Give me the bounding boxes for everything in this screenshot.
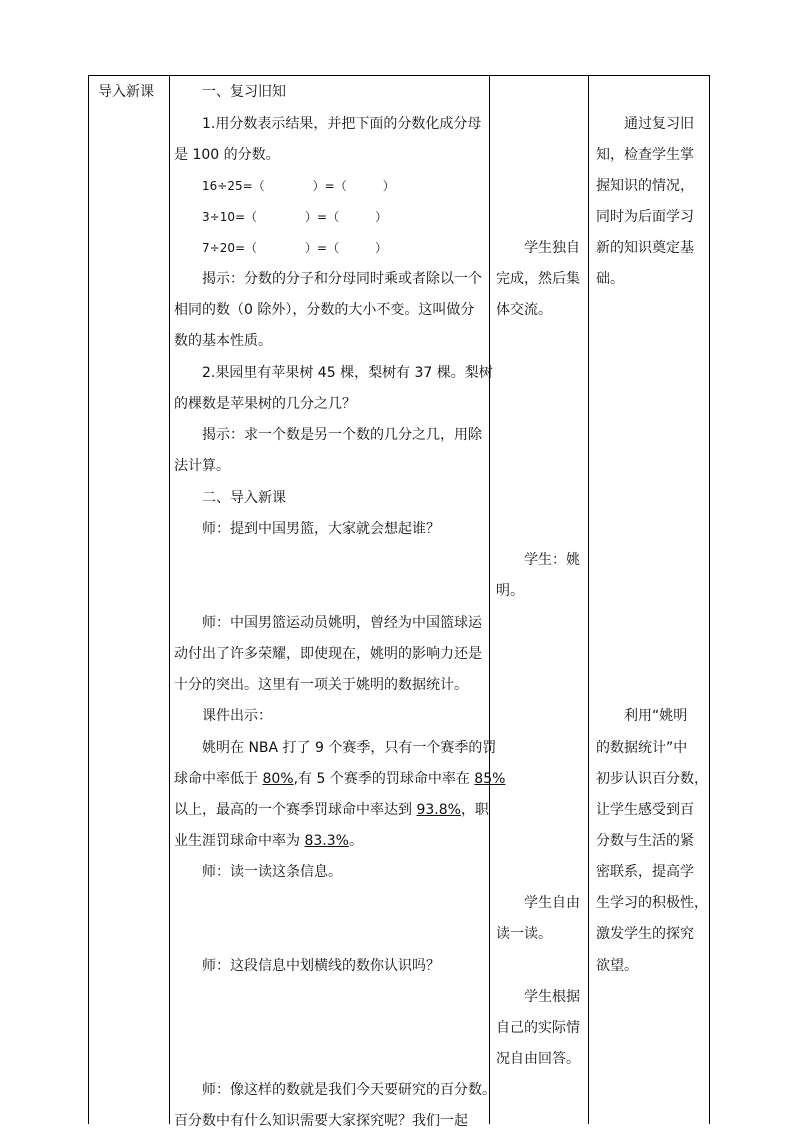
- text-line: 揭示：求一个数是另一个数的几分之几，用除: [202, 427, 482, 443]
- teacher-line: 师：中国男篮运动员姚明，曾经为中国篮球运: [202, 615, 482, 631]
- student-note: 自己的实际情: [496, 1020, 580, 1036]
- underlined-number: 80%: [262, 771, 294, 787]
- text-line: 相同的数（0 除外），分数的大小不变。这叫做分: [174, 302, 475, 318]
- column-divider: [588, 76, 589, 1124]
- student-note: 完成，然后集: [496, 271, 580, 287]
- text-line: 业生涯罚球命中率为 83.3%。: [174, 833, 363, 849]
- text-line: 球命中率低于 80%,有 5 个赛季的罚球命中率在 85%: [174, 771, 506, 787]
- text-line: 以上，最高的一个赛季罚球命中率达到 93.8%，职: [174, 802, 489, 818]
- equation-line: 16÷25=（ ）=（ ）: [202, 179, 395, 193]
- heading-new-lesson: 二、导入新课: [202, 490, 286, 506]
- text-line: 法计算。: [174, 458, 230, 474]
- intent-note: 初步认识百分数，: [596, 771, 708, 787]
- intent-note: 新的知识奠定基: [596, 240, 694, 256]
- text-line: 数的基本性质。: [174, 333, 272, 349]
- intent-note: 让学生感受到百: [596, 802, 694, 818]
- intent-note: 的数据统计”中: [596, 740, 688, 756]
- underlined-number: 85%: [474, 771, 506, 787]
- text-line: 姚明在 NBA 打了 9 个赛季，只有一个赛季的罚: [202, 740, 497, 756]
- section-label: 导入新课: [98, 84, 154, 100]
- text-line: 揭示：分数的分子和分母同时乘或者除以一个: [202, 271, 482, 287]
- student-note: 况自由回答。: [496, 1051, 580, 1067]
- student-note: 学生自由: [524, 895, 580, 911]
- intent-note: 分数与生活的紧: [596, 833, 694, 849]
- student-note: 明。: [496, 583, 524, 599]
- student-note: 体交流。: [496, 302, 552, 318]
- intent-note: 利用“姚明: [624, 708, 688, 724]
- intent-note: 欲望。: [596, 958, 638, 974]
- text-line: 十分的突出。这里有一项关于姚明的数据统计。: [174, 677, 468, 693]
- intent-note: 密联系，提高学: [596, 864, 694, 880]
- student-note: 读一读。: [496, 926, 552, 942]
- text-line: 动付出了许多荣耀，即使现在，姚明的影响力还是: [174, 646, 482, 662]
- text-line: 课件出示：: [202, 708, 272, 724]
- text-line: 的棵数是苹果树的几分之几？: [174, 396, 356, 412]
- equation-line: 7÷20=（ ）=（ ）: [202, 241, 388, 255]
- intent-note: 础。: [596, 271, 624, 287]
- column-divider: [169, 76, 170, 1124]
- question-2: 2.果园里有苹果树 45 棵，梨树有 37 棵。梨树: [202, 365, 493, 381]
- intent-note: 生学习的积极性，: [596, 895, 708, 911]
- intent-note: 握知识的情况，: [596, 178, 694, 194]
- heading-review: 一、复习旧知: [202, 84, 286, 100]
- intent-note: 知，检查学生掌: [596, 147, 694, 163]
- intent-note: 同时为后面学习: [596, 209, 694, 225]
- intent-note: 激发学生的探究: [596, 926, 694, 942]
- teacher-line: 师：提到中国男篮，大家就会想起谁？: [202, 521, 440, 537]
- teacher-line: 师：这段信息中划横线的数你认识吗？: [202, 958, 440, 974]
- text-line: 是 100 的分数。: [174, 147, 280, 163]
- student-note: 学生根据: [524, 989, 580, 1005]
- student-note: 学生独自: [524, 240, 580, 256]
- equation-line: 3÷10=（ ）=（ ）: [202, 210, 388, 224]
- question-1: 1.用分数表示结果，并把下面的分数化成分母: [202, 116, 482, 132]
- intent-note: 通过复习旧: [624, 116, 694, 132]
- text-line: 百分数中有什么知识需要大家探究呢？我们一起: [174, 1113, 468, 1129]
- underlined-number: 93.8%: [416, 802, 461, 818]
- teacher-line: 师：读一读这条信息。: [202, 864, 342, 880]
- student-note: 学生：姚: [524, 552, 580, 568]
- teacher-line: 师：像这样的数就是我们今天要研究的百分数。: [202, 1082, 496, 1098]
- column-divider: [489, 76, 490, 1124]
- underlined-number: 83.3%: [304, 833, 349, 849]
